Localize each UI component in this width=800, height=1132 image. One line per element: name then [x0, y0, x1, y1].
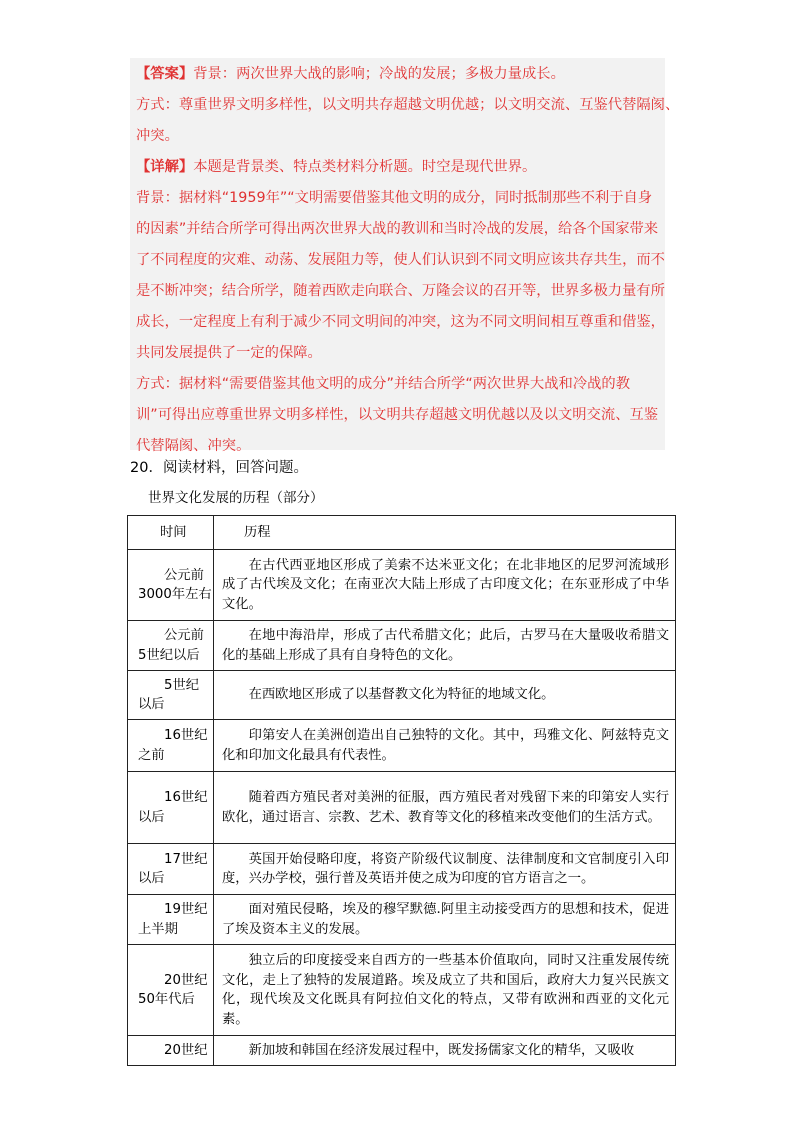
- detail-text: 了不同程度的灾难、动荡、发展阻力等，使人们认识到不同文明应该共存共生，而不: [136, 252, 665, 268]
- detail-line: [136, 281, 665, 301]
- table-row: [128, 844, 676, 895]
- time-cell: [128, 844, 214, 895]
- time-line: 公元前: [164, 567, 204, 583]
- process-text: 在古代西亚地区形成了美索不达米亚文化；在北非地区的尼罗河流域形成了古代埃及文化；在南亚次大陆上形成了古印度文化；在东亚形成了中华文化。: [222, 557, 669, 612]
- detail-line: [136, 250, 665, 270]
- process-text: 面对殖民侵略，埃及的穆罕默德.阿里主动接受西方的思想和技术，促进了埃及资本主义的发展。: [222, 902, 669, 937]
- detail-text: 的因素”并结合所学可得出两次世界大战的教训和当时冷战的发展，给各个国家带来: [136, 221, 659, 237]
- time-line: 以后: [138, 809, 165, 825]
- time-line: 3000年左右: [138, 587, 212, 602]
- time-cell: [128, 671, 214, 720]
- time-line: 5世纪: [164, 677, 200, 693]
- process-cell: [214, 621, 676, 671]
- time-cell: [128, 621, 214, 671]
- detail-label: 【详解】: [136, 159, 194, 175]
- table-row: [128, 772, 676, 844]
- time-line: 20世纪: [164, 1042, 208, 1058]
- process-cell: [214, 1036, 676, 1066]
- answer-label: 【答案】: [136, 66, 194, 82]
- detail-text: 本题是背景类、特点类材料分析题。时空是现代世界。: [193, 159, 537, 175]
- time-cell: [128, 720, 214, 772]
- time-line: 之前: [138, 747, 165, 763]
- time-cell: [128, 895, 214, 945]
- time-line: 上半期: [138, 921, 178, 937]
- header-time: 时间: [128, 516, 214, 550]
- process-text: 印第安人在美洲创造出自己独特的文化。其中，玛雅文化、阿兹特克文化和印加文化最具有代表性。: [222, 728, 669, 763]
- table-title: 世界文化发展的历程（部分）: [148, 490, 324, 506]
- process-cell: [214, 671, 676, 720]
- process-text: 独立后的印度接受来自西方的一些基本价值取向，同时又注重发展传统文化，走上了独特的发展道路。埃及成立了共和国后，政府大力复兴民族文化，现代埃及文化既具有阿拉伯文化的特点，又带有欧洲和西亚的文化元素。: [222, 953, 669, 1027]
- process-text: 英国开始侵略印度，将资产阶级代议制度、法律制度和文官制度引入印度，兴办学校，强行普及英语并使之成为印度的官方语言之一。: [222, 851, 669, 886]
- time-line: 17世纪: [164, 851, 208, 867]
- table-row: [128, 621, 676, 671]
- detail-line: [136, 343, 322, 363]
- time-line: 16世纪: [164, 728, 208, 743]
- answer-text: 背景：两次世界大战的影响；冷战的发展；多极力量成长。: [193, 66, 565, 82]
- detail-text: 共同发展提供了一定的保障。: [136, 345, 322, 361]
- time-line: 16世纪: [164, 790, 208, 805]
- detail-text: 成长，一定程度上有利于减少不同文明间的冲突，这为不同文明间相互尊重和借鉴，: [136, 314, 665, 330]
- answer-box: [130, 58, 680, 454]
- time-line: 以后: [138, 871, 165, 886]
- time-cell: [128, 550, 214, 621]
- process-text: 在西欧地区形成了以基督教文化为特征的地域文化。: [248, 687, 555, 703]
- time-cell: [128, 1036, 214, 1066]
- time-line: 19世纪: [164, 902, 208, 917]
- process-text: 随着西方殖民者对美洲的征服，西方殖民者对残留下来的印第安人实行欧化，通过语言、宗教、艺术、教育等文化的移植来改变他们的生活方式。: [222, 790, 669, 825]
- time-cell: [128, 772, 214, 844]
- detail-line: [136, 188, 652, 208]
- detail-text: 训”可得出应尊重世界文明多样性，以文明共存超越文明优越以及以文明交流、互鉴: [136, 407, 659, 423]
- time-line: 以后: [138, 697, 165, 712]
- detail-line: [136, 405, 658, 425]
- process-cell: [214, 550, 676, 621]
- table-row: [128, 1036, 676, 1066]
- process-cell: [214, 895, 676, 945]
- answer-text: 冲突。: [136, 128, 179, 144]
- table-row: [128, 720, 676, 772]
- table-row: [128, 945, 676, 1036]
- time-line: 5世纪以后: [138, 647, 200, 663]
- answer-text: 方式：尊重世界文明多样性，以文明共存超越文明优越；以文明交流、互鉴代替隔阂、: [136, 97, 680, 113]
- detail-line: [136, 312, 665, 332]
- table-header-row: [128, 516, 676, 550]
- table-row: [128, 895, 676, 945]
- table-row: [128, 671, 676, 720]
- question-title: 20．阅读材料，回答问题。: [130, 460, 308, 476]
- time-line: 50年代后: [138, 992, 195, 1007]
- process-cell: [214, 772, 676, 844]
- detail-line: [136, 436, 250, 456]
- detail-text: 背景：据材料“1959年”“文明需要借鉴其他文明的成分，同时抵制那些不利于自身: [136, 190, 653, 206]
- process-text: 新加坡和韩国在经济发展过程中，既发扬儒家文化的精华，又吸收: [248, 1042, 635, 1058]
- detail-text: 方式：据材料“需要借鉴其他文明的成分”并结合所学“两次世界大战和冷战的教: [136, 376, 631, 392]
- answer-line: [136, 95, 679, 115]
- time-line: 公元前: [164, 628, 204, 643]
- history-table: [127, 515, 676, 1066]
- detail-line: [136, 157, 536, 177]
- detail-line: [136, 374, 630, 394]
- detail-text: 是不断冲突；结合所学，随着西欧走向联合、万隆会议的召开等，世界多极力量有所: [136, 283, 665, 299]
- detail-text: 代替隔阂、冲突。: [136, 438, 251, 454]
- process-cell: [214, 945, 676, 1036]
- process-cell: [214, 844, 676, 895]
- time-line: 20世纪: [164, 972, 208, 988]
- time-cell: [128, 945, 214, 1036]
- process-text: 在地中海沿岸，形成了古代希腊文化；此后，古罗马在大量吸收希腊文化的基础上形成了具有自身特色的文化。: [222, 628, 669, 663]
- process-cell: [214, 720, 676, 772]
- header-process: 历程: [214, 516, 676, 550]
- table-row: [128, 550, 676, 621]
- answer-line: [136, 64, 565, 84]
- answer-line: [136, 126, 179, 146]
- detail-line: [136, 219, 658, 239]
